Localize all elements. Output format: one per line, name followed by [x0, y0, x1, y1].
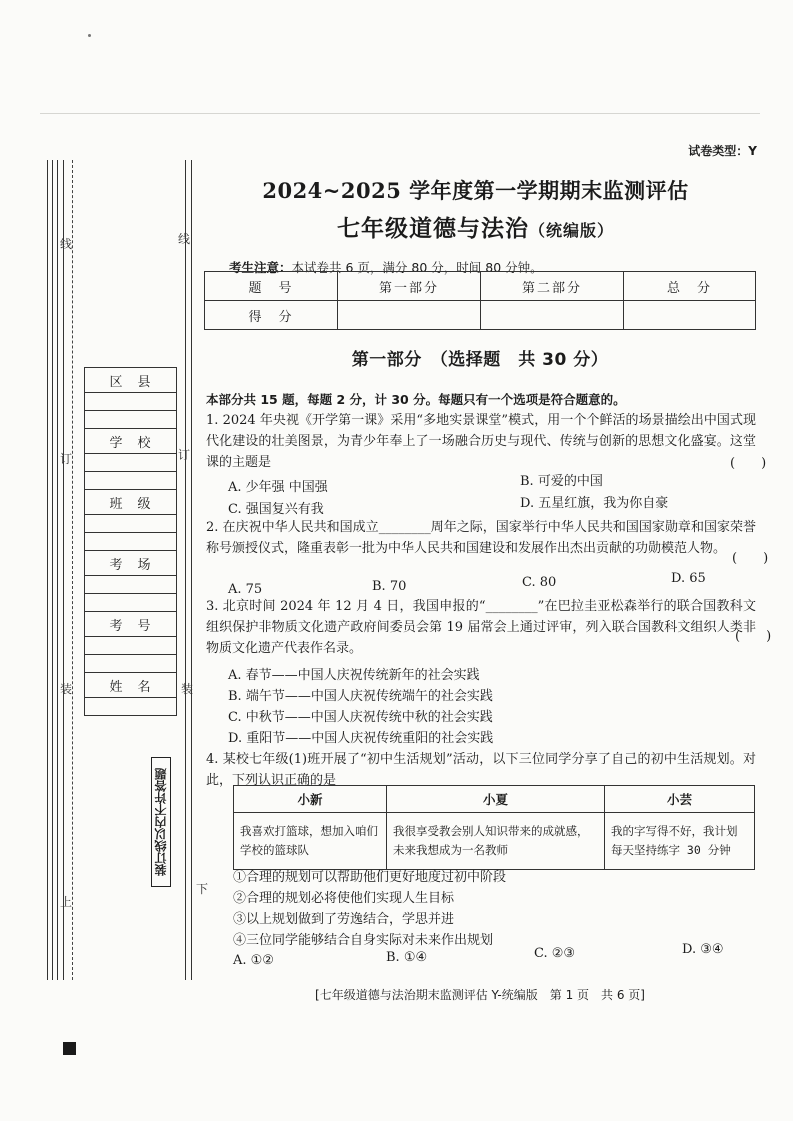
binding-line [57, 160, 58, 980]
score-header-part1: 第一部分 [338, 272, 481, 301]
statement-1: ①合理的规划可以帮助他们更好地度过初中阶段 [233, 870, 507, 885]
option-c[interactable]: C. ②③ [534, 946, 576, 961]
score-part1-cell[interactable] [338, 301, 481, 330]
planning-table [233, 785, 755, 870]
field-exam-room: 考 场 [85, 551, 177, 576]
notice-text: 本试卷共 6 页，满分 80 分，时间 80 分钟。 [291, 260, 543, 275]
field-name-input[interactable] [85, 698, 177, 716]
answer-paren[interactable]: ( ) [732, 551, 769, 566]
option-a[interactable]: A. 75 [228, 582, 263, 597]
option-d[interactable]: D. 重阳节——中国人庆祝传统重阳的社会实践 [228, 731, 494, 746]
option-d[interactable]: D. ③④ [682, 942, 724, 957]
scan-speck [88, 34, 91, 37]
binding-notice: 装订线以内不许答题 [151, 757, 171, 887]
field-school: 学 校 [85, 429, 177, 454]
statement-3: ③以上规划做到了劳逸结合，学思并进 [233, 912, 455, 927]
binding-mark-shang: 上 [60, 895, 73, 909]
page-footer: [七年级道德与法治期末监测评估 Y-统编版 第 1 页 共 6 页] [315, 988, 645, 1002]
binding-dashed-line [72, 160, 73, 980]
statement-4: ④三位同学能够结合自身实际对未来作出规划 [233, 933, 494, 948]
score-total-cell[interactable] [624, 301, 756, 330]
table-header: 小芸 [605, 786, 755, 813]
option-c[interactable]: C. 强国复兴有我 [228, 502, 324, 517]
field-school-input[interactable] [85, 454, 177, 472]
score-part2-cell[interactable] [481, 301, 624, 330]
scan-edge-line [40, 113, 760, 114]
field-class-input[interactable] [85, 515, 177, 533]
option-b[interactable]: B. 70 [372, 579, 407, 594]
binding-mark-ding: 订 [178, 448, 191, 462]
exam-subtitle [208, 210, 743, 243]
field-exam-room-input[interactable] [85, 576, 177, 594]
field-spacer [85, 655, 177, 673]
binding-line [52, 160, 53, 980]
table-cell: 我喜欢打篮球，想加入咱们学校的篮球队 [234, 813, 387, 870]
option-a[interactable]: A. ①② [233, 953, 274, 968]
table-header: 小新 [234, 786, 387, 813]
section-intro: 本部分共 15 题，每题 2 分，计 30 分。每题只有一个选项是符合题意的。 [206, 392, 626, 407]
corner-registration-mark [63, 1042, 76, 1055]
option-a[interactable]: A. 春节——中国人庆祝传统新年的社会实践 [228, 668, 480, 683]
option-d[interactable]: D. 65 [671, 571, 706, 586]
field-spacer [85, 533, 177, 551]
table-cell: 我的字写得不好，我计划每天坚持练字 30 分钟 [605, 813, 755, 870]
field-district-input[interactable] [85, 393, 177, 411]
binding-line [47, 160, 48, 980]
statement-2: ②合理的规划必将使他们实现人生目标 [233, 891, 455, 906]
notice-label: 考生注意： [229, 260, 292, 275]
field-district: 区 县 [85, 368, 177, 393]
table-header: 小夏 [387, 786, 605, 813]
field-exam-number: 考 号 [85, 612, 177, 637]
option-b[interactable]: B. ①④ [386, 950, 428, 965]
option-c[interactable]: C. 80 [522, 575, 557, 590]
binding-mark-xian: 线 [60, 237, 73, 251]
score-row-label: 得 分 [205, 301, 338, 330]
field-name: 姓 名 [85, 673, 177, 698]
binding-mark-zhuang: 装 [60, 682, 73, 696]
field-spacer [85, 594, 177, 612]
option-b[interactable]: B. 端午节——中国人庆祝传统端午的社会实践 [228, 689, 493, 704]
field-spacer [85, 472, 177, 490]
section-title: 第一部分 （选择题 共 30 分） [351, 350, 609, 370]
binding-mark-xian: 线 [178, 232, 191, 246]
score-header-total: 总 分 [624, 272, 756, 301]
binding-mark-ding: 订 [60, 452, 73, 466]
binding-mark-xia: 下 [196, 882, 209, 896]
paper-type: 试卷类型：Y [688, 144, 757, 158]
answer-paren[interactable]: ( ) [735, 629, 772, 644]
question-3-stem: 3. 北京时间 2024 年 12 月 4 日，我国申报的“________”在巴拉圭亚松森举行的联合国教科文组织保护非物质文化遗产政府间委员会第 19 届常会上通过评审，列入联合国教科文组织人类非物质文化遗产代表作名录。 [206, 599, 756, 656]
question-1-stem: 1. 2024 年央视《开学第一课》采用“多地实景课堂”模式，用一个个鲜活的场景描绘出中国式现代化建设的壮美图景，为青少年奉上了一场融合历史与现代、传统与创新的思想文化盛宴。这堂课的主题是 [206, 413, 756, 470]
subject-name: 七年级道德与法治 [336, 215, 529, 242]
student-info-table [84, 367, 177, 716]
binding-line [185, 160, 186, 980]
edition-label: （统编版） [528, 221, 614, 240]
binding-mark-zhuang: 装 [181, 682, 194, 696]
answer-paren[interactable]: ( ) [730, 456, 767, 471]
score-table [204, 271, 756, 330]
field-class: 班 级 [85, 490, 177, 515]
score-header-part2: 第二部分 [481, 272, 624, 301]
field-spacer [85, 411, 177, 429]
binding-line [191, 160, 192, 980]
binding-line [63, 160, 64, 980]
option-c[interactable]: C. 中秋节——中国人庆祝传统中秋的社会实践 [228, 710, 493, 725]
question-2-stem: 2. 在庆祝中华人民共和国成立________周年之际，国家举行中华人民共和国国家勋章和国家荣誉称号颁授仪式，隆重表彰一批为中华人民共和国建设和发展作出杰出贡献的功勋模范人物。 [206, 520, 756, 556]
field-exam-number-input[interactable] [85, 637, 177, 655]
exam-title: 2024~2025 学年度第一学期期末监测评估 [262, 178, 689, 203]
table-cell: 我很享受教会别人知识带来的成就感，未来我想成为一名教师 [387, 813, 605, 870]
option-b[interactable]: B. 可爱的中国 [520, 474, 603, 489]
question-4-stem: 4. 某校七年级(1)班开展了“初中生活规划”活动，以下三位同学分享了自己的初中生活规划。对此，下列认识正确的是 [206, 752, 756, 788]
score-header-item: 题 号 [205, 272, 338, 301]
option-a[interactable]: A. 少年强 中国强 [228, 480, 328, 495]
option-d[interactable]: D. 五星红旗，我为你自豪 [520, 496, 669, 511]
